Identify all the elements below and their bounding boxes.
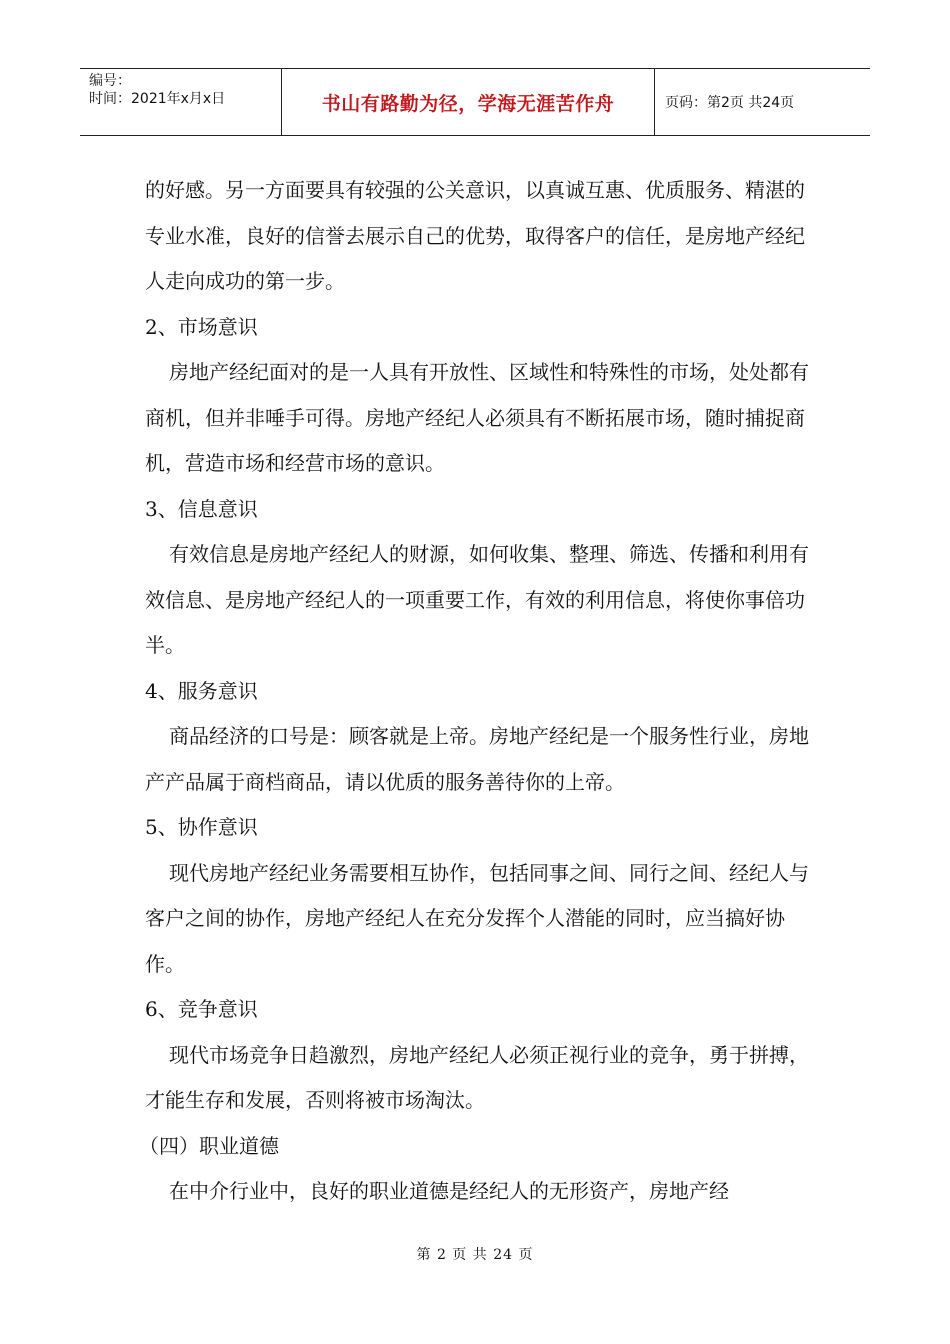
paragraph-ethics: 在中介行业中，良好的职业道德是经纪人的无形资产，房地产经 [169, 1179, 729, 1203]
page-footer: 第 2 页 共 24 页 [416, 1247, 534, 1263]
section-heading-market: 2、市场意识 [145, 314, 258, 339]
section-heading-competition: 6、竞争意识 [145, 997, 258, 1021]
paragraph-information: 有效信息是房地产经纪人的财源，如何收集、整理、筛选、传播和利用有效信息、是房地产经纪人的一项重要工作，有效的利用信息，将使你事倍功半。 [145, 542, 809, 657]
page-header [80, 68, 870, 136]
paragraph-continuation: 的好感。另一方面要具有较强的公关意识，以真诚互惠、优质服务、精湛的专业水准，良好的信誉去展示自己的优势，取得客户的信任，是房地产经纪人走向成功的第一步。 [145, 178, 805, 293]
paragraph-market: 房地产经纪面对的是一人具有开放性、区域性和特殊性的市场，处处都有商机，但并非唾手可得。房地产经纪人必须具有不断拓展市场，随时捕捉商机，营造市场和经营市场的意识。 [145, 360, 809, 475]
section-heading-service: 4、服务意识 [145, 678, 258, 703]
header-motto: 书山有路勤为径，学海无涯苦作舟 [282, 69, 655, 135]
header-meta [80, 69, 282, 135]
section-heading-cooperation: 5、协作意识 [145, 815, 258, 839]
document-number-label: 编号： [89, 73, 131, 89]
paragraph-competition: 现代市场竞争日趋激烈，房地产经纪人必须正视行业的竞争，勇于拼搏，才能生存和发展，否则将被市场淘汰。 [145, 1042, 809, 1112]
section-heading-information: 3、信息意识 [145, 496, 258, 521]
paragraph-cooperation: 现代房地产经纪业务需要相互协作，包括同事之间、同行之间、经纪人与客户之间的协作，房地产经纪人在充分发挥个人潜能的同时，应当搞好协作。 [145, 860, 809, 976]
document-body [139, 168, 815, 1215]
paragraph-service: 商品经济的口号是：顾客就是上帝。房地产经纪是一个服务性行业，房地产产品属于商档商品，请以优质的服务善待你的上帝。 [145, 724, 809, 794]
header-page-info: 页码：第2页 共24页 [665, 95, 795, 111]
section-heading-ethics: （四）职业道德 [139, 1133, 279, 1158]
document-time: 时间：2021年x月x日 [89, 91, 226, 107]
